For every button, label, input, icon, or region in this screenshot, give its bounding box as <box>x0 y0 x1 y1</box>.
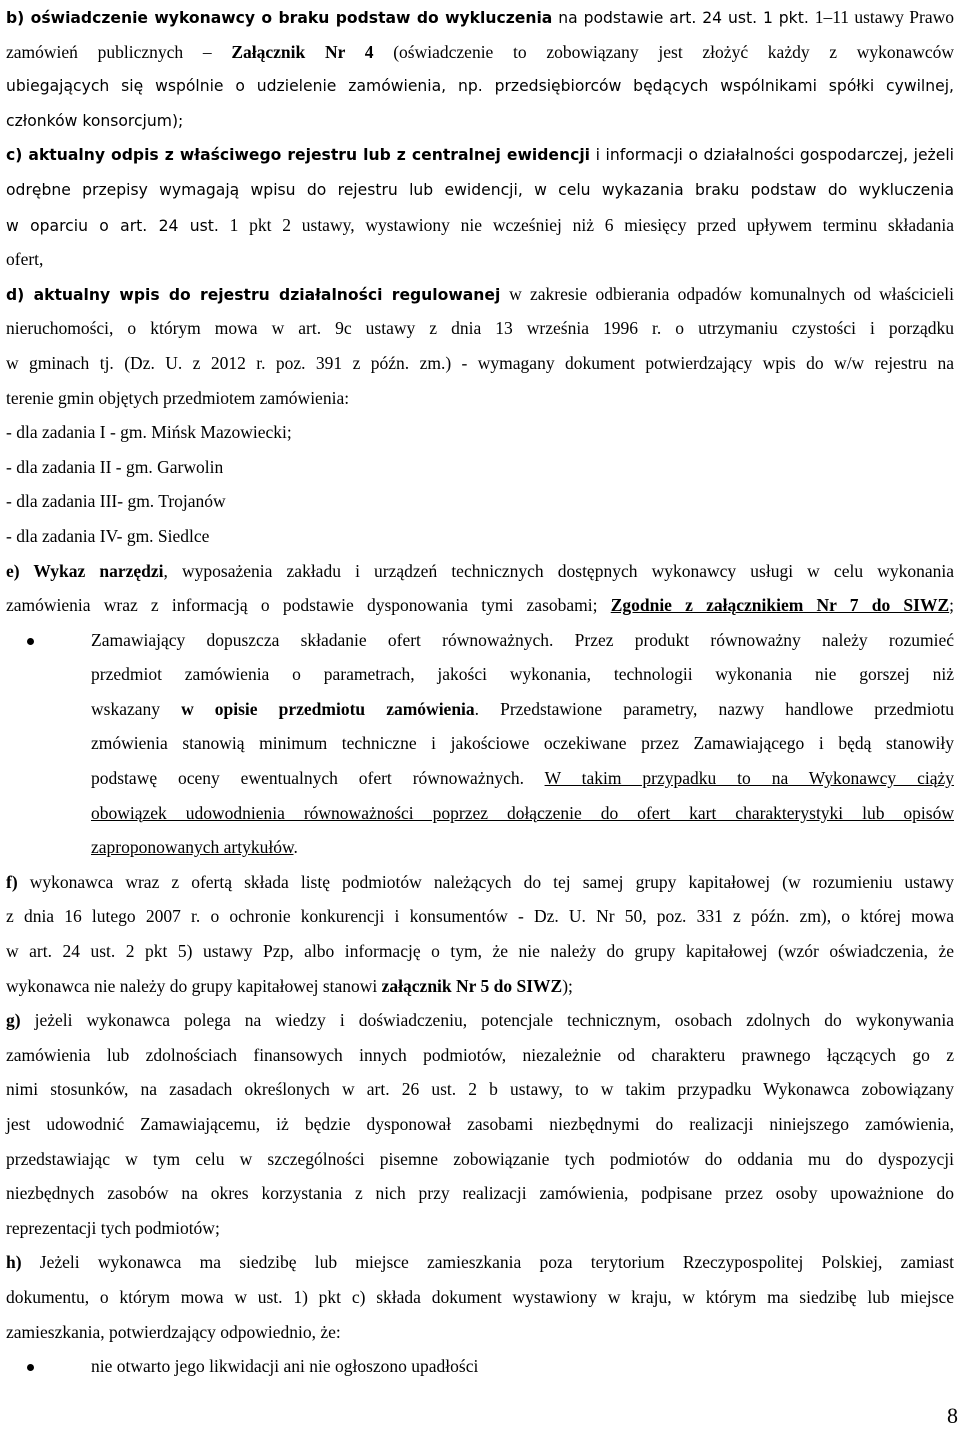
item-g-line-6: niezbędnych zasobów na okres korzystania z nich przy realizacji zamówienia, podpisane przez osoby upoważnione do <box>6 1183 954 1204</box>
bullet-para-line-1: Zamawiający dopuszcza składanie ofert równoważnych. Przez produkt równoważny należy rozumieć <box>6 623 956 658</box>
task-iii-line: - dla zadania III- gm. Trojanów <box>6 491 226 512</box>
bullet-para-line-2: przedmiot zamówienia o parametrach, jakości wykonania, technologii wykonania nie gorszej niż <box>91 664 954 685</box>
bullet-para-line-4: zmówienia stanowią minimum techniczne i jakościowe oczekiwane przez Zamawiającego i będą stanowiły <box>91 733 954 754</box>
item-d-line-2: nieruchomości, o którym mowa w art. 9c ustawy z dnia 13 września 1996 r. o utrzymaniu czystości i porządku <box>6 318 954 339</box>
item-b-line-3: ubiegających się wspólnie o udzielenie zamówienia, np. przedsiębiorców będących wspólnikami spółki cywilnej, <box>6 77 954 96</box>
item-b-line-1: b) oświadczenie wykonawcy o braku podstaw do wykluczenia na podstawie art. 24 ust. 1 pkt. 1–11 ustawy Prawo <box>6 7 954 27</box>
item-f-line-3: w art. 24 ust. 2 pkt 5) ustawy Pzp, albo informację o tym, że nie należy do grupy kapitałowej (wzór oświadczenia, że <box>6 941 954 962</box>
item-b-line-4: członków konsorcjum); <box>6 111 184 130</box>
bullet-para-line-6: obowiązek udowodnienia równoważności poprzez dołączenie do ofert kart charakterystyki lub opisów <box>91 802 954 823</box>
item-g-line-3: nimi stosunków, na zasadach określonych w art. 26 ust. 2 b ustawy, to w takim przypadku Wykonawca zobowiązany <box>6 1079 954 1100</box>
bullet-para-line-7: zaproponowanych artykułów. <box>91 837 298 858</box>
task-iv-line: - dla zadania IV- gm. Siedlce <box>6 525 210 546</box>
item-g-line-1: g) jeżeli wykonawca polega na wiedzy i doświadczeniu, potencjale technicznym, osobach zdolnych do wykonywania <box>6 1010 954 1031</box>
item-h-line-1: h) Jeżeli wykonawca ma siedzibę lub miejsce zamieszkania poza terytorium Rzeczypospolitej Polskiej, zamiast <box>6 1252 954 1273</box>
item-c-line-2: odrębne przepisy wymagają wpisu do rejestru lub ewidencji, w celu wykazania braku podstaw do wykluczenia <box>6 180 954 199</box>
final-bullet-line: nie otwarto jego likwidacji ani nie ogłoszono upadłości <box>6 1349 956 1384</box>
task-i-line: - dla zadania I - gm. Mińsk Mazowiecki; <box>6 422 292 443</box>
item-c-line-3: w oparciu o art. 24 ust. 1 pkt 2 ustawy, wystawiony nie wcześniej niż 6 miesięcy przed upływem terminu składania <box>6 214 955 235</box>
item-c-line-1: c) aktualny odpis z właściwego rejestru lub z centralnej ewidencji i informacji o działalności gospodarczej, jeżeli <box>6 146 954 165</box>
task-ii-line: - dla zadania II - gm. Garwolin <box>6 456 224 477</box>
item-g-line-4: jest udowodnić Zamawiającemu, iż będzie dysponował zasobami niezbędnymi do realizacji niniejszego zamówienia, <box>6 1114 954 1134</box>
item-b-line-2: zamówień publicznych – Załącznik Nr 4 (oświadczenie to zobowiązany jest złożyć każdy z wykonawców <box>6 41 954 62</box>
item-f-line-4: wykonawca nie należy do grupy kapitałowej stanowi załącznik Nr 5 do SIWZ); <box>6 975 573 996</box>
item-e-line-1: e) Wykaz narzędzi, wyposażenia zakładu i urządzeń technicznych dostępnych wykonawcy usługi w celu wykonania <box>6 560 954 581</box>
item-g-line-5: przedstawiając w tym celu w szczególności pisemne zobowiązanie tych podmiotów do oddania mu do dyspozycji <box>6 1148 954 1169</box>
bullet-dot <box>27 1364 34 1371</box>
item-c-line-4: ofert, <box>6 249 44 270</box>
document-page <box>6 0 956 1384</box>
item-h-line-2: dokumentu, o którym mowa w ust. 1) pkt c) składa dokument wystawiony w kraju, w którym ma siedzibę lub miejsce <box>6 1286 954 1307</box>
item-e-line-2: zamówienia wraz z informacją o podstawie dysponowania tymi zasobami; Zgodnie z załącznikiem Nr 7 do SIWZ; <box>6 595 954 616</box>
item-f-line-2: z dnia 16 lutego 2007 r. o ochronie konkurencji i konsumentów - Dz. U. Nr 50, poz. 331 z późn. zm), o której mowa <box>6 906 954 927</box>
item-d-line-4: terenie gmin objętych przedmiotem zamówienia: <box>6 387 350 408</box>
item-d-line-1: d) aktualny wpis do rejestru działalności regulowanej w zakresie odbierania odpadów komunalnych od właścicieli <box>6 283 954 304</box>
bullet-dot <box>27 638 34 645</box>
item-h-line-3: zamieszkania, potwierdzający odpowiednio, że: <box>6 1321 341 1342</box>
item-g-line-7: reprezentacji tych podmiotów; <box>6 1217 220 1238</box>
bullet-para-line-5: podstawę oceny ewentualnych ofert równoważnych. W takim przypadku to na Wykonawcy ciąży <box>91 768 954 789</box>
item-g-line-2: zamówienia lub zdolnościach finansowych innych podmiotów, niezależnie od charakteru prawnego łączących go z <box>6 1044 954 1065</box>
item-f-line-1: f) wykonawca wraz z ofertą składa listę podmiotów należących do tej samej grupy kapitałowej (w rozumieniu ustawy <box>6 871 954 892</box>
item-d-line-3: w gminach tj. (Dz. U. z 2012 r. poz. 391 z późn. zm.) - wymagany dokument potwierdzający wpis do w/w rejestru na <box>6 352 954 373</box>
bullet-para-line-3: wskazany w opisie przedmiotu zamówienia. Przedstawione parametry, nazwy handlowe przedmiotu <box>91 698 954 719</box>
page-number: 8 <box>947 1403 958 1428</box>
